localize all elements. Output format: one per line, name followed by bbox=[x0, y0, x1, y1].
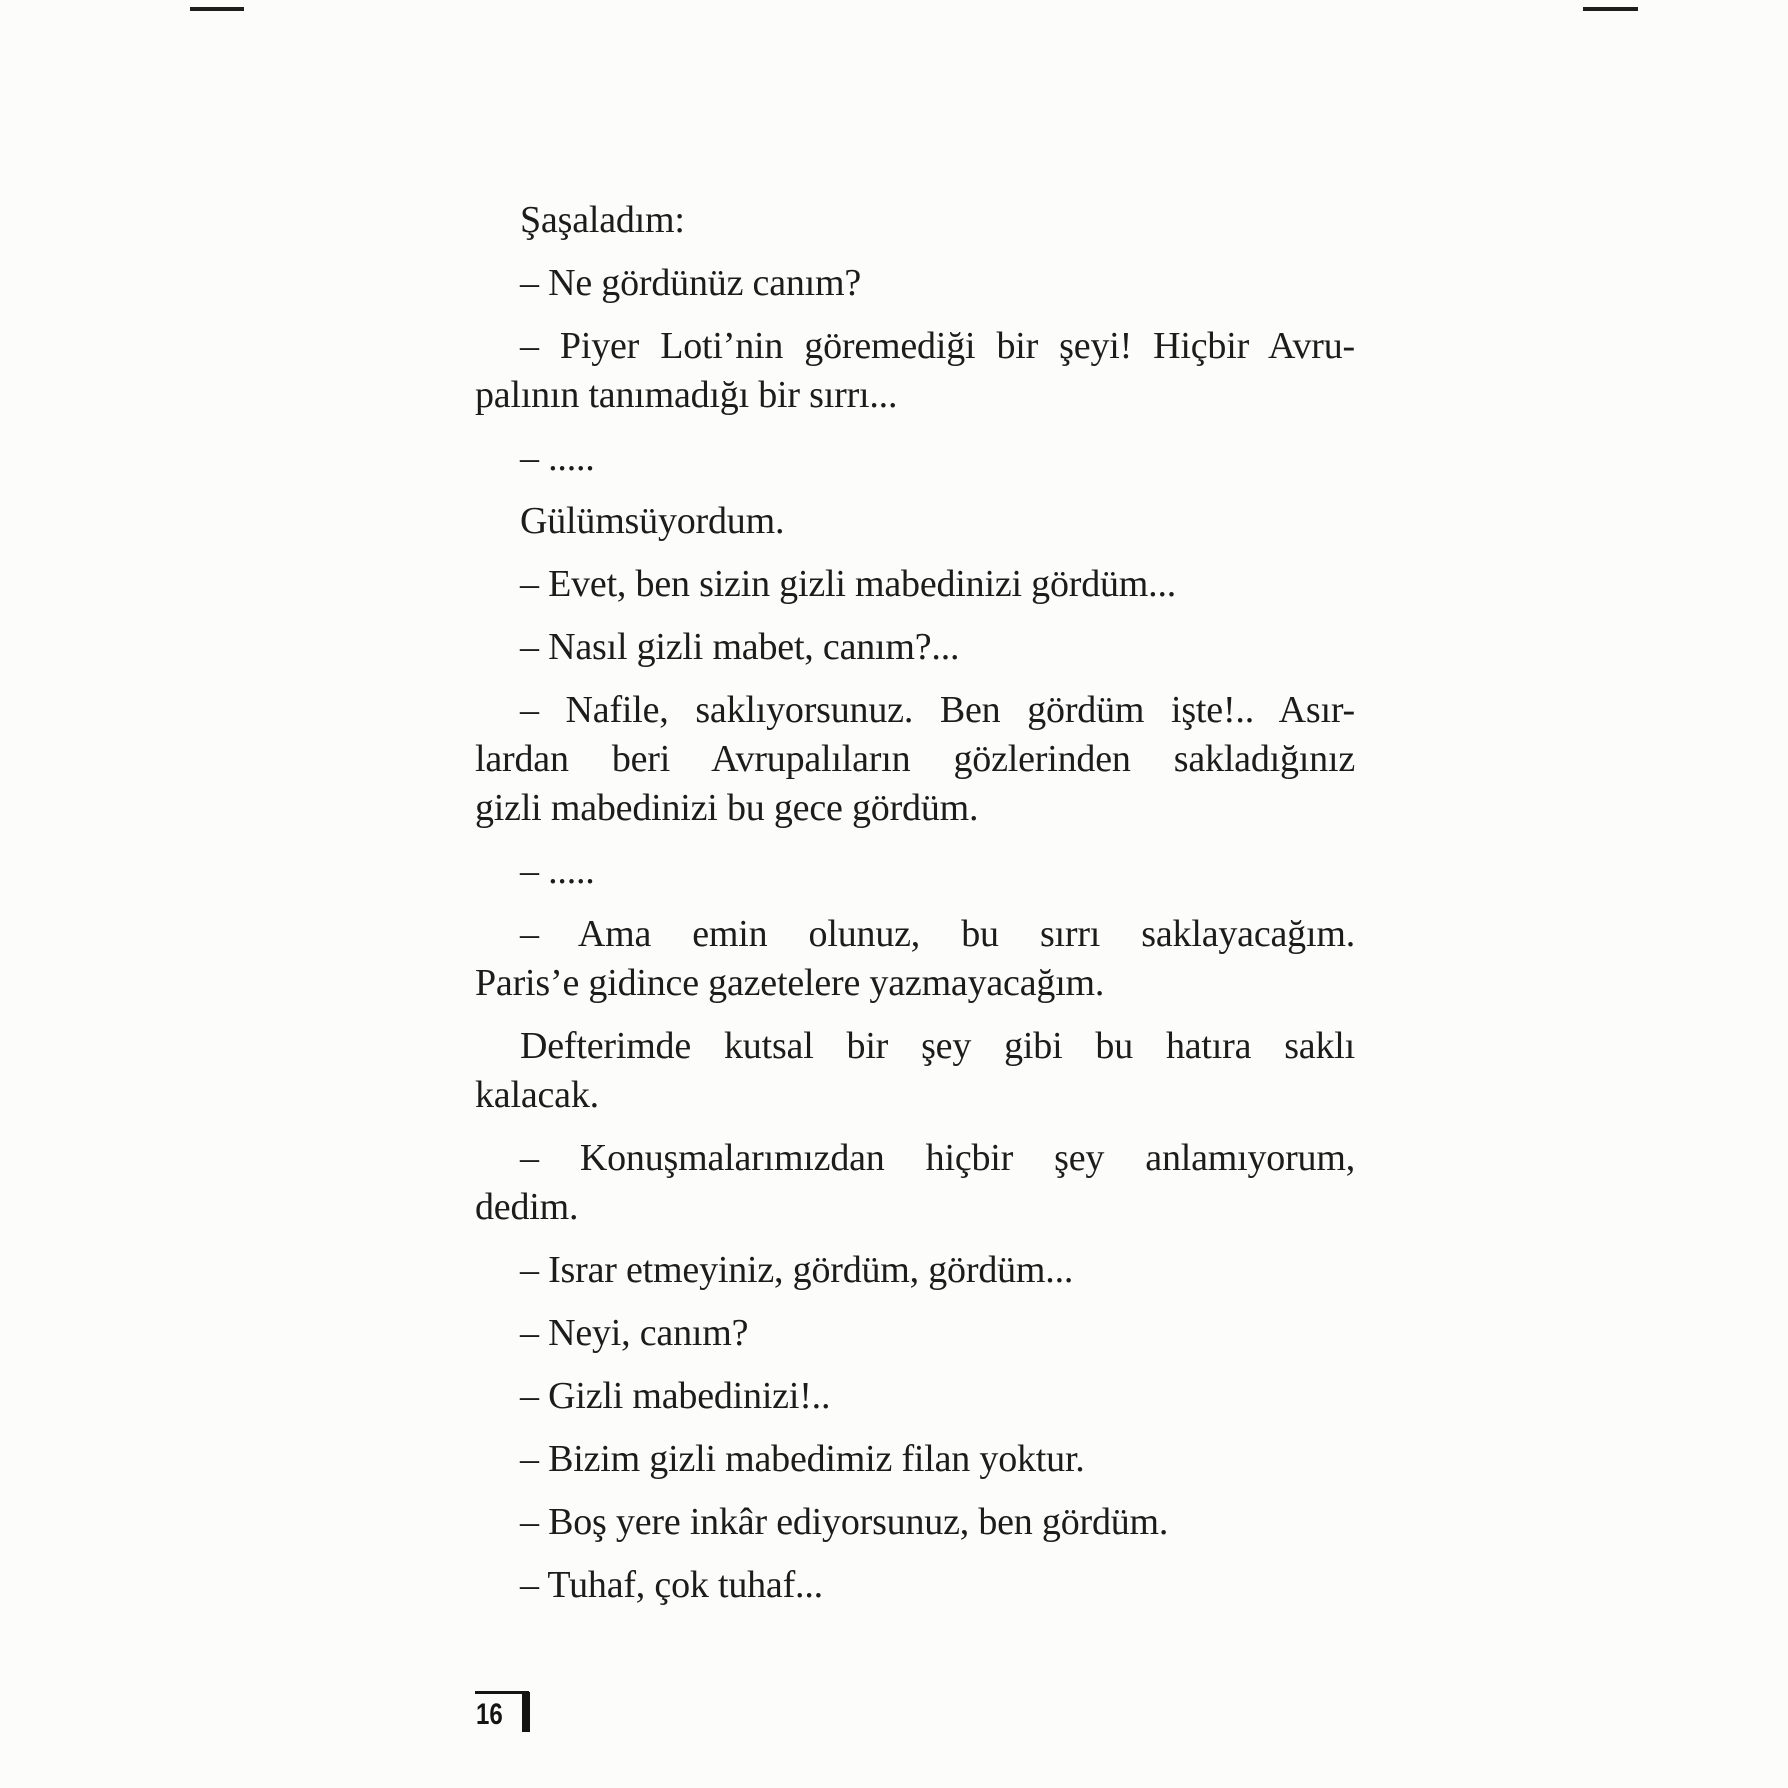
paragraph bbox=[475, 1372, 1355, 1421]
paragraph bbox=[475, 497, 1355, 546]
paragraph bbox=[475, 1435, 1355, 1484]
text-line: – Boş yere inkâr ediyorsunuz, ben gördüm. bbox=[520, 1501, 1169, 1543]
text-line: – Gizli mabedinizi!.. bbox=[520, 1375, 831, 1417]
text-line: – Nafile, saklıyorsunuz. Ben gördüm işte!.. Asır- bbox=[520, 689, 1355, 731]
text-line: dedim. bbox=[475, 1186, 579, 1228]
text-line: palının tanımadığı bir sırrı... bbox=[475, 374, 898, 416]
paragraph bbox=[475, 847, 1355, 896]
folio-rule bbox=[475, 1691, 529, 1694]
paragraph bbox=[475, 259, 1355, 308]
text-line: – ..... bbox=[520, 437, 595, 479]
paragraph bbox=[475, 196, 1355, 245]
paragraph bbox=[475, 1561, 1355, 1610]
paragraph bbox=[475, 1246, 1355, 1295]
text-line: Defterimde kutsal bir şey gibi bu hatıra saklı bbox=[520, 1025, 1355, 1067]
paragraph bbox=[475, 322, 1355, 420]
top-left-printer-mark bbox=[190, 7, 244, 11]
text-line: Şaşaladım: bbox=[520, 199, 685, 241]
paragraph bbox=[475, 1309, 1355, 1358]
text-line: – ..... bbox=[520, 850, 595, 892]
text-line: – Ne gördünüz canım? bbox=[520, 262, 862, 304]
paragraph bbox=[475, 910, 1355, 1008]
text-line: Paris’e gidince gazetelere yazmayacağım. bbox=[475, 962, 1105, 1004]
text-line: – Israr etmeyiniz, gördüm, gördüm... bbox=[520, 1249, 1074, 1291]
folio-bar bbox=[522, 1692, 530, 1732]
text-line: – Piyer Loti’nin göremediği bir şeyi! Hiçbir Avru- bbox=[520, 325, 1355, 367]
text-line: – Ama emin olunuz, bu sırrı saklayacağım. bbox=[520, 913, 1355, 955]
text-line: gizli mabedinizi bu gece gördüm. bbox=[475, 787, 979, 829]
paragraph bbox=[475, 623, 1355, 672]
text-line: Gülümsüyordum. bbox=[520, 500, 785, 542]
page-number: 16 bbox=[476, 1698, 503, 1731]
text-line: – Evet, ben sizin gizli mabedinizi gördüm... bbox=[520, 563, 1177, 605]
text-line: – Konuşmalarımızdan hiçbir şey anlamıyorum, bbox=[520, 1137, 1355, 1179]
paragraph bbox=[475, 1022, 1355, 1120]
paragraph bbox=[475, 434, 1355, 483]
text-line: kalacak. bbox=[475, 1074, 599, 1116]
paragraph bbox=[475, 1134, 1355, 1232]
paragraph bbox=[475, 686, 1355, 833]
paragraph bbox=[475, 1498, 1355, 1547]
top-right-printer-mark bbox=[1583, 7, 1638, 11]
paragraph bbox=[475, 560, 1355, 609]
text-line: – Nasıl gizli mabet, canım?... bbox=[520, 626, 960, 668]
text-line: lardan beri Avrupalıların gözlerinden sakladığınız bbox=[475, 738, 1355, 780]
page-text-block bbox=[475, 196, 1355, 1610]
text-line: – Tuhaf, çok tuhaf... bbox=[520, 1564, 823, 1606]
text-line: – Bizim gizli mabedimiz filan yoktur. bbox=[520, 1438, 1085, 1480]
text-line: – Neyi, canım? bbox=[520, 1312, 749, 1354]
